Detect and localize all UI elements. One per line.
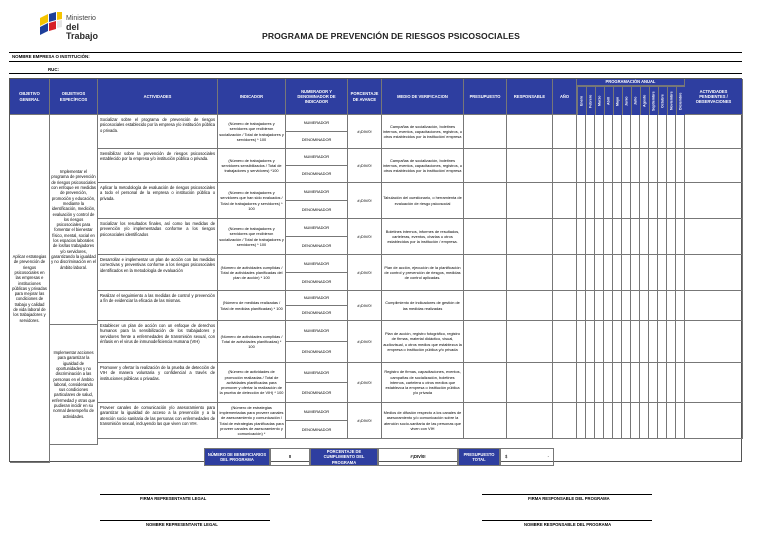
month-cell — [631, 403, 640, 439]
month-cell — [622, 403, 631, 439]
presupuesto-cell — [464, 363, 507, 403]
porcentaje-cell: #¡DIV/0! — [348, 115, 382, 149]
col-porcentaje: PORCENTAJE DE AVANCE — [348, 79, 382, 115]
col-numerador: NUMERADOR Y DENOMINADOR DE INDICADOR — [286, 79, 348, 115]
anio-cell — [553, 363, 577, 403]
numerador-label: NUMERADOR — [286, 149, 348, 166]
medio-cell: Campañas de socialización, boletines internos, eventos, capacitaciones, registros, u otros establecidos por la institución/ empresa — [382, 149, 464, 183]
month-cell — [577, 291, 586, 321]
month-cell — [667, 291, 676, 321]
month-cell — [622, 149, 631, 183]
month-cell — [676, 115, 685, 149]
month-cell — [622, 363, 631, 403]
month-cell — [649, 255, 658, 291]
month-cell — [622, 321, 631, 363]
month-cell — [631, 149, 640, 183]
medio-cell: Plan de acción, registro fotográfico, registro de firmas, material didáctico, visual, audiovisual, u otros medios que establezca la empresa o institución pública y/o privada — [382, 321, 464, 363]
month-cell — [613, 219, 622, 255]
presupuesto-cell — [464, 321, 507, 363]
firma-responsable-line — [482, 494, 652, 495]
col-actividades: ACTIVIDADES — [98, 79, 218, 115]
month-cell — [658, 403, 667, 439]
month-cell — [586, 255, 595, 291]
medio-cell: Tabulación del cuestionario, o herramienta de evaluación de riesgo psicosocial — [382, 183, 464, 219]
month-cell — [649, 321, 658, 363]
denominador-label: DENOMINADOR — [286, 132, 348, 149]
nombre-legal-label: NOMBRE REPRESENTANTE LEGAL — [146, 522, 218, 527]
anio-cell — [553, 255, 577, 291]
indicador-cell: (Número de actividades cumplidas / Total de actividades planificadas) * 100 — [218, 321, 286, 363]
pendientes-cell — [685, 291, 743, 321]
presupuesto-cell — [464, 115, 507, 149]
nombre-responsable-label: NOMBRE RESPONSABLE DEL PROGRAMA — [524, 522, 612, 527]
month-cell — [577, 403, 586, 439]
month-cell — [586, 291, 595, 321]
indicador-cell: (Número de estrategias implementadas para proveer canales de asesoramiento y comunicación / Total de estrategias planificadas para proveer canales de asesoramiento y comunicación) * — [218, 403, 286, 439]
month-cell — [586, 149, 595, 183]
month-cell — [622, 291, 631, 321]
programacion-anual-header: PROGRAMACIÓN ANUAL — [577, 79, 685, 86]
pendientes-cell — [685, 403, 743, 439]
pendientes-cell — [685, 255, 743, 291]
month-cell — [658, 255, 667, 291]
month-julio: Julio — [631, 86, 640, 115]
col-objetivos-especificos: OBJETIVOS ESPECÍFICOS — [50, 79, 98, 115]
month-cell — [631, 321, 640, 363]
month-abril: Abril — [604, 86, 613, 115]
denominador-label: DENOMINADOR — [286, 342, 348, 363]
month-cell — [631, 115, 640, 149]
presupuesto-total-label: PRESUPUESTO TOTAL — [458, 448, 500, 466]
indicador-cell: (Número de medidas realizadas / Total de medidas planificadas) * 100 — [218, 291, 286, 321]
month-cell — [586, 363, 595, 403]
month-cell — [667, 403, 676, 439]
indicador-cell: (Número de actividades de promoción realizadas / Total de actividades planificadas para promover y ofertar la realización de la prueba de detección de VIH) * 100 — [218, 363, 286, 403]
currency-symbol: $ — [505, 454, 508, 460]
month-cell — [631, 291, 640, 321]
month-cell — [604, 363, 613, 403]
month-cell — [622, 183, 631, 219]
porcentaje-cell: #¡DIV/0! — [348, 291, 382, 321]
anio-cell — [553, 219, 577, 255]
month-cell — [658, 115, 667, 149]
col-presupuesto: PRESUPUESTO — [464, 79, 507, 115]
month-cell — [667, 219, 676, 255]
company-label: NOMBRE EMPRESA O INSTITUCIÓN: — [12, 54, 90, 59]
month-cell — [604, 219, 613, 255]
numerador-label: NUMERADOR — [286, 321, 348, 342]
numerador-label: NUMERADOR — [286, 403, 348, 421]
actividad-cell: Aplicar la metodología de evaluación de riesgos psicosociales a todo el personal de la empresa o institución pública o privada. — [98, 183, 218, 219]
porcentaje-cell: #¡DIV/0! — [348, 321, 382, 363]
presupuesto-cell — [464, 403, 507, 439]
firma-legal-label: FIRMA REPRESENTANTE LEGAL — [140, 496, 207, 501]
pendientes-cell — [685, 149, 743, 183]
responsable-cell — [507, 219, 553, 255]
responsable-cell — [507, 115, 553, 149]
month-cell — [604, 321, 613, 363]
indicador-cell: (Número de actividades cumplidas / Total de actividades planificadas del plan de acción) * 100 — [218, 255, 286, 291]
actividad-cell: Proveer canales de comunicación y/o asesoramiento para garantizar la igualdad de acceso a la prevención y a la atención socio sanitaria de las personas con enfermedades de transmisión sexual, incluyendo las que viven con VIH. — [98, 403, 218, 439]
month-cell — [577, 219, 586, 255]
month-cell — [595, 321, 604, 363]
month-cell — [667, 149, 676, 183]
month-cell — [604, 291, 613, 321]
month-cell — [586, 183, 595, 219]
month-cell — [649, 291, 658, 321]
month-cell — [676, 321, 685, 363]
month-cell — [631, 219, 640, 255]
anio-cell — [553, 149, 577, 183]
medio-cell: Registro de firmas, capacitaciones, eventos, campañas de socialización, boletines internos, cartelera u otros medios que establezca la empresa o institución pública y/o privada — [382, 363, 464, 403]
month-cell — [640, 219, 649, 255]
month-cell — [613, 255, 622, 291]
month-cell — [577, 363, 586, 403]
month-cell — [613, 403, 622, 439]
medio-cell: Medios de difusión respecto a los canales de asesoramiento y/o comunicación sobre la atención socio-sanitaria de las personas que viven con VIH — [382, 403, 464, 439]
pendientes-cell — [685, 363, 743, 403]
porcentaje-cell: #¡DIV/0! — [348, 219, 382, 255]
numerador-label: NUMERADOR — [286, 363, 348, 383]
month-cell — [658, 321, 667, 363]
month-cell — [658, 183, 667, 219]
month-cell — [595, 403, 604, 439]
month-cell — [667, 321, 676, 363]
nombre-responsable-line — [482, 520, 652, 521]
logo-line1: Ministerio — [66, 15, 96, 22]
month-cell — [649, 363, 658, 403]
month-cell — [640, 363, 649, 403]
month-cell — [676, 255, 685, 291]
month-cell — [667, 255, 676, 291]
month-febrero: Febrero — [586, 86, 595, 115]
pendientes-cell — [685, 183, 743, 219]
month-cell — [658, 149, 667, 183]
porcentaje-cell: #¡DIV/0! — [348, 183, 382, 219]
porcentaje-cell: #¡DIV/0! — [348, 255, 382, 291]
month-cell — [649, 149, 658, 183]
month-cell — [667, 115, 676, 149]
ecuador-flag-logo-icon — [40, 12, 62, 42]
actividad-cell: Establecer un plan de acción con un enfoque de derechos humanos para la sensibilización de los trabajadores y servidores frente a enfermedades de transmisión sexual, con énfasis en el virus de inmunodeficiencia Humana (VIH) — [98, 321, 218, 363]
month-septiembre: Septiembre — [649, 86, 658, 115]
month-cell — [577, 115, 586, 149]
ministerio-logo — [40, 12, 110, 46]
month-cell — [613, 183, 622, 219]
month-cell — [604, 183, 613, 219]
responsable-cell — [507, 403, 553, 439]
indicador-cell: (Número de trabajadores y servidores que recibieron socialización / Total de trabajadores y servidores) * 100 — [218, 115, 286, 149]
month-cell — [613, 321, 622, 363]
numerador-label: NUMERADOR — [286, 115, 348, 132]
denominador-label: DENOMINADOR — [286, 383, 348, 403]
beneficiarios-label: NÚMERO DE BENEFICIARIOS DEL PROGRAMA — [204, 448, 270, 466]
month-cell — [658, 291, 667, 321]
header-top-line — [9, 52, 742, 53]
beneficiarios-value: 0 — [270, 448, 310, 466]
col-objetivo-general: OBJETIVO GENERAL — [10, 79, 50, 115]
presupuesto-cell — [464, 149, 507, 183]
month-noviembre: Noviembre — [667, 86, 676, 115]
month-cell — [604, 149, 613, 183]
month-mayo: Mayo — [613, 86, 622, 115]
month-junio: Junio — [622, 86, 631, 115]
pendientes-cell — [685, 115, 743, 149]
month-cell — [667, 183, 676, 219]
actividad-cell: Promover y ofertar la realización de la prueba de detección de VIH de manera voluntaria y confidencial a través de instituciones públicas o privadas. — [98, 363, 218, 403]
objetivo-especifico-2: Implementar acciones para garantizar la igualdad de oportunidades y no discriminación a las personas en el ámbito laboral, considerando sus condiciones particulares de salud, enfermedad y otras que pudieran incidir en su normal desempeño de actividades. — [50, 325, 98, 445]
anio-cell — [553, 321, 577, 363]
denominador-label: DENOMINADOR — [286, 421, 348, 439]
numerador-label: NUMERADOR — [286, 255, 348, 273]
month-cell — [622, 255, 631, 291]
responsable-cell — [507, 321, 553, 363]
porcentaje-cell: #¡DIV/0! — [348, 403, 382, 439]
denominador-label: DENOMINADOR — [286, 273, 348, 291]
month-cell — [577, 255, 586, 291]
actividad-cell: Realizar el seguimiento a las medidas de control y prevención a fin de evidenciar la eficacia de las mismas. — [98, 291, 218, 321]
month-cell — [640, 321, 649, 363]
responsable-cell — [507, 363, 553, 403]
month-cell — [595, 255, 604, 291]
presupuesto-cell — [464, 255, 507, 291]
medio-cell: Plan de acción, ejecución de la planificación de control y prevención de riesgos, medidas de control aplicadas. — [382, 255, 464, 291]
month-agosto: Agosto — [640, 86, 649, 115]
firma-legal-line — [100, 494, 270, 495]
pendientes-cell — [685, 219, 743, 255]
month-cell — [622, 115, 631, 149]
month-cell — [595, 149, 604, 183]
indicador-cell: (Número de trabajadores y servidores que recibieron socialización / Total de trabajadores y servidores) * 100 — [218, 219, 286, 255]
month-cell — [613, 363, 622, 403]
month-cell — [595, 363, 604, 403]
denominador-label: DENOMINADOR — [286, 237, 348, 255]
cumplimiento-label: PORCENTAJE DE CUMPLIMIENTO DEL PROGRAMA — [310, 448, 378, 466]
month-cell — [613, 115, 622, 149]
month-cell — [604, 255, 613, 291]
month-cell — [631, 255, 640, 291]
presupuesto-total-value-cell — [500, 448, 554, 466]
month-cell — [649, 115, 658, 149]
month-cell — [631, 183, 640, 219]
col-medio: MEDIO DE VERIFICACION — [382, 79, 464, 115]
month-cell — [613, 149, 622, 183]
medio-cell: Campañas de socialización, boletines internos, eventos, capacitaciones, registros, u otros establecidos por la institución/ empresa — [382, 115, 464, 149]
actividad-cell: Sensibilizar sobre la prevención de riesgos psicosociales establecido por la empresa y/o institución pública o privada. — [98, 149, 218, 183]
month-marzo: Marzo — [595, 86, 604, 115]
actividad-cell: Socializar sobre el programa de prevención de riesgos psicosociales establecido por la empresa y/o institución pública o privada. — [98, 115, 218, 149]
denominador-label: DENOMINADOR — [286, 201, 348, 219]
month-cell — [577, 149, 586, 183]
medio-cell: Cumplimiento de indicadores de gestión de las medidas realizadas — [382, 291, 464, 321]
programa-table — [9, 78, 742, 462]
indicador-cell: (Número de trabajadores y servidores que han sido evaluados / Total de trabajadores y servidores) * 100 — [218, 183, 286, 219]
anio-cell — [553, 115, 577, 149]
month-cell — [667, 363, 676, 403]
col-anio: AÑO — [553, 79, 577, 115]
presupuesto-cell — [464, 291, 507, 321]
numerador-label: NUMERADOR — [286, 183, 348, 201]
cumplimiento-value: #¡DIV/0! — [378, 448, 458, 466]
month-cell — [676, 403, 685, 439]
month-cell — [595, 291, 604, 321]
anio-cell — [553, 403, 577, 439]
month-cell — [586, 219, 595, 255]
month-cell — [586, 403, 595, 439]
month-cell — [631, 363, 640, 403]
month-cell — [658, 363, 667, 403]
objetivo-especifico-1: Implementar el programa de prevención de riesgos psicosociales con enfoque en medidas de prevención, promoción y educación, mediante la identificación, medición, evaluación y control de los riesgos psicosociales para fomentar el bienestar físico, mental, social en los espacios laborales de los/las trabajadores y/o servidores, garantizando la igualdad y no discriminación en el ámbito laboral. — [50, 115, 98, 325]
firma-responsable-label: FIRMA RESPONSABLE DEL PROGRAMA — [528, 496, 610, 501]
month-cell — [658, 219, 667, 255]
month-cell — [577, 321, 586, 363]
anio-cell — [553, 291, 577, 321]
month-cell — [676, 219, 685, 255]
month-cell — [595, 219, 604, 255]
col-pendientes: ACTIVIDADES PENDIENTES / OBSERVACIONES — [685, 79, 743, 115]
logo-line2: del Trabajo — [66, 22, 99, 41]
month-cell — [649, 219, 658, 255]
nombre-legal-line — [100, 520, 270, 521]
responsable-cell — [507, 255, 553, 291]
month-cell — [640, 291, 649, 321]
actividad-cell: Socializar los resultados finales, así como las medidas de prevención y/o implementadas conforme a los riesgos psicosociales identificados — [98, 219, 218, 255]
month-cell — [613, 291, 622, 321]
month-enero: Enero — [577, 86, 586, 115]
month-cell — [640, 115, 649, 149]
month-cell — [640, 149, 649, 183]
col-responsable: RESPONSABLE — [507, 79, 553, 115]
porcentaje-cell: #¡DIV/0! — [348, 363, 382, 403]
numerador-label: NUMERADOR — [286, 291, 348, 306]
month-cell — [649, 183, 658, 219]
header-company-line — [9, 61, 742, 62]
month-octubre: Octubre — [658, 86, 667, 115]
actividad-cell: Desarrollar e implementar un plan de acción con las medidas correctivas y preventivas conforme a los riesgos psicosociales identificados en la metodología de evaluación — [98, 255, 218, 291]
month-cell — [595, 115, 604, 149]
ruc-label: RUC: — [48, 67, 59, 72]
responsable-cell — [507, 183, 553, 219]
responsable-cell — [507, 149, 553, 183]
anio-cell — [553, 183, 577, 219]
month-cell — [586, 115, 595, 149]
pendientes-cell — [685, 321, 743, 363]
month-cell — [640, 255, 649, 291]
header-ruc-line — [9, 73, 742, 74]
month-cell — [676, 363, 685, 403]
responsable-cell — [507, 291, 553, 321]
numerador-label: NUMERADOR — [286, 219, 348, 237]
presupuesto-cell — [464, 219, 507, 255]
month-cell — [604, 115, 613, 149]
month-diciembre: Diciembre — [676, 86, 685, 115]
month-cell — [622, 219, 631, 255]
objetivo-general-cell: Aplicar estrategias de prevención de riesgos psicosociales en las empresas e instituciones públicas y privadas para mejorar las condiciones de trabajo y calidad de vida laboral de los trabajadores y servidores. — [10, 115, 50, 463]
porcentaje-cell: #¡DIV/0! — [348, 149, 382, 183]
month-cell — [577, 183, 586, 219]
month-cell — [676, 291, 685, 321]
month-cell — [640, 403, 649, 439]
month-cell — [595, 183, 604, 219]
indicador-cell: (Número de trabajadores y servidores sensibilizados / Total de trabajadores y servidores) *100 — [218, 149, 286, 183]
month-cell — [586, 321, 595, 363]
presupuesto-cell — [464, 183, 507, 219]
denominador-label: DENOMINADOR — [286, 306, 348, 321]
month-cell — [640, 183, 649, 219]
presupuesto-total-value: - — [547, 454, 549, 460]
denominador-label: DENOMINADOR — [286, 166, 348, 183]
month-cell — [649, 403, 658, 439]
medio-cell: Boletines internos, informes de resultados, carteleras, eventos, charlas u otros establecidos por la institución / empresa. — [382, 219, 464, 255]
month-cell — [676, 149, 685, 183]
col-indicador: INDICADOR — [218, 79, 286, 115]
month-cell — [604, 403, 613, 439]
page-title: PROGRAMA DE PREVENCIÓN DE RIESGOS PSICOSOCIALES — [262, 31, 520, 41]
month-cell — [676, 183, 685, 219]
